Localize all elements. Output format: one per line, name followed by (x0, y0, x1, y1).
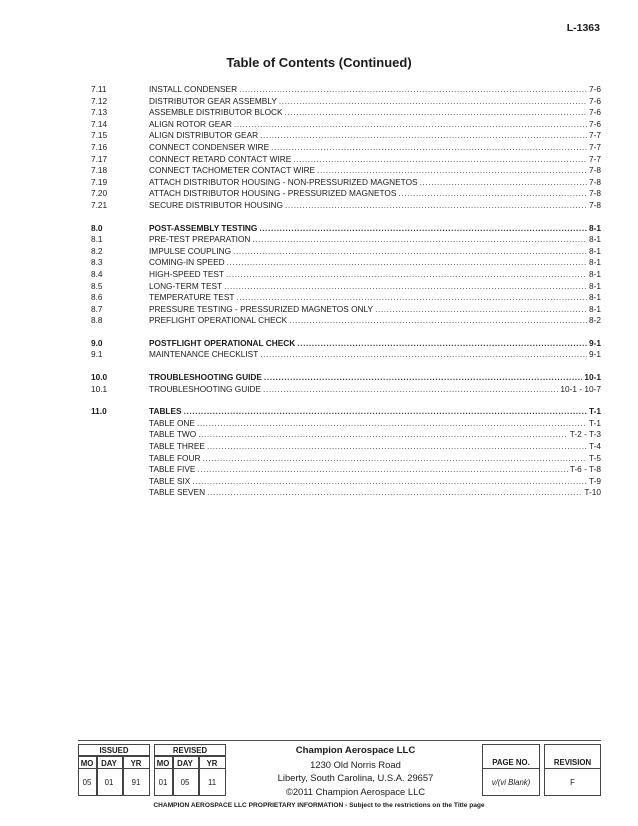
toc-title: SECURE DISTRIBUTOR HOUSING (149, 199, 283, 210)
toc-leader-dots (239, 84, 587, 96)
toc-title: PRE-TEST PREPARATION (149, 234, 251, 245)
toc-leader-dots (234, 119, 587, 131)
toc-page: 7-6 (589, 84, 601, 94)
issued-mo-header: MO (80, 759, 94, 768)
toc-row[interactable] (91, 476, 601, 488)
toc-title: TROUBLESHOOTING GUIDE (149, 372, 262, 383)
toc-section (91, 406, 601, 499)
toc-leader-dots (285, 107, 587, 119)
toc-row[interactable] (91, 177, 601, 189)
toc-row[interactable] (91, 84, 601, 96)
toc-row[interactable] (91, 384, 601, 396)
toc-leader-dots (197, 464, 567, 476)
toc-heading-row[interactable] (91, 406, 601, 418)
toc-number: 10.1 (91, 383, 108, 394)
toc-page: 7-8 (589, 165, 601, 176)
revised-label: REVISED (172, 746, 208, 755)
toc-leader-dots (260, 130, 587, 142)
toc-page: T-4 (589, 441, 601, 452)
toc-section (91, 338, 601, 361)
toc-page: 7-7 (589, 141, 601, 152)
toc-title: ATTACH DISTRIBUTOR HOUSING - NON-PRESSURIZED MAGNETOS (149, 176, 418, 187)
toc-title: HIGH-SPEED TEST (149, 268, 224, 279)
toc-leader-dots (264, 372, 582, 384)
toc-leader-dots (285, 200, 587, 212)
toc-leader-dots (252, 234, 587, 246)
toc-title: ALIGN ROTOR GEAR (149, 118, 232, 129)
toc-page: 8-1 (589, 303, 601, 314)
toc-row[interactable] (91, 304, 601, 316)
toc-leader-dots (289, 315, 587, 327)
toc-title: PRESSURE TESTING - PRESSURIZED MAGNETOS ONLY (149, 303, 374, 314)
toc-page: 7-8 (589, 176, 601, 187)
toc-row[interactable] (91, 96, 601, 108)
toc-title: TEMPERATURE TEST (149, 292, 235, 303)
toc-title: INSTALL CONDENSER (149, 84, 238, 94)
toc-leader-dots (260, 349, 587, 361)
toc-row[interactable] (91, 257, 601, 269)
toc-title: IMPULSE COUPLING (149, 245, 232, 256)
toc-number: 7.18 (91, 165, 108, 176)
toc-title: TABLE ONE (149, 417, 195, 428)
toc-heading-row[interactable] (91, 223, 601, 235)
doc-number: L-1363 (566, 22, 600, 34)
toc-leader-dots (184, 406, 587, 418)
toc-page: 8-1 (589, 234, 601, 245)
toc-heading-row[interactable] (91, 338, 601, 350)
toc-row[interactable] (91, 441, 601, 453)
toc-number: 8.1 (91, 234, 103, 245)
toc-leader-dots (207, 487, 582, 499)
toc-leader-dots (271, 142, 587, 154)
toc-number: 9.0 (91, 337, 103, 348)
toc-leader-dots (224, 281, 587, 293)
toc-leader-dots (398, 188, 587, 200)
toc-number: 10.0 (91, 372, 108, 383)
toc-leader-dots (192, 476, 587, 488)
toc-row[interactable] (91, 119, 601, 131)
toc-page: 8-2 (589, 315, 601, 326)
toc-title: MAINTENANCE CHECKLIST (149, 349, 259, 360)
issued-label: ISSUED (99, 746, 129, 755)
toc-row[interactable] (91, 464, 601, 476)
revised-mo: 01 (158, 778, 168, 787)
toc-leader-dots (279, 96, 587, 108)
proprietary-footnote: CHAMPION AEROSPACE LLC PROPRIETARY INFORMATION - Subject to the restrictions on the Title page (153, 802, 485, 809)
toc-title: TABLE THREE (149, 441, 205, 452)
toc-title: CONNECT TACHOMETER CONTACT WIRE (149, 165, 316, 176)
toc-leader-dots (227, 257, 587, 269)
toc-section (91, 372, 601, 395)
toc-page: 7-8 (589, 188, 601, 199)
page-title: Table of Contents (Continued) (226, 55, 412, 70)
toc-page: 8-1 (589, 222, 601, 233)
toc-page: 7-6 (589, 95, 601, 106)
footer (78, 744, 601, 796)
toc-leader-dots (202, 453, 587, 465)
toc-page: 9-1 (589, 337, 601, 348)
toc-title: POSTFLIGHT OPERATIONAL CHECK (149, 337, 296, 348)
toc-section (91, 84, 601, 212)
toc-title: TROUBLESHOOTING GUIDE (149, 383, 262, 394)
toc-number: 7.13 (91, 107, 108, 118)
toc-row[interactable] (91, 200, 601, 212)
toc-row[interactable] (91, 281, 601, 293)
toc-title: COMING-IN SPEED (149, 257, 225, 268)
toc-page: 10-1 - 10-7 (560, 383, 601, 394)
toc-page: 8-1 (589, 245, 601, 256)
toc-leader-dots (317, 165, 587, 177)
toc-number: 8.4 (91, 268, 103, 279)
toc-number: 11.0 (91, 406, 107, 417)
toc-title: POST-ASSEMBLY TESTING (149, 222, 258, 233)
toc-page: T-6 - T-8 (569, 464, 601, 475)
toc-row[interactable] (91, 349, 601, 361)
toc-number: 7.17 (91, 153, 108, 164)
toc-page: 7-6 (589, 107, 601, 118)
toc-number: 9.1 (91, 349, 103, 360)
page-no-value: v/(vi Blank) (491, 778, 531, 787)
table-of-contents (91, 84, 601, 510)
toc-page: T-10 (584, 487, 601, 498)
toc-title: TABLES (149, 406, 182, 417)
toc-title: LONG-TERM TEST (149, 280, 223, 291)
toc-number: 7.19 (91, 176, 108, 187)
toc-title: CONNECT RETARD CONTACT WIRE (149, 153, 292, 164)
toc-row[interactable] (91, 429, 601, 441)
toc-heading-row[interactable] (91, 372, 601, 384)
toc-page: 7-8 (589, 199, 601, 210)
toc-number: 7.20 (91, 188, 108, 199)
company-copyright: ©2011 Champion Aerospace LLC (285, 785, 426, 797)
toc-page: 9-1 (589, 349, 601, 360)
toc-leader-dots (293, 154, 587, 166)
toc-leader-dots (226, 269, 587, 281)
toc-row[interactable] (91, 292, 601, 304)
toc-number: 7.15 (91, 130, 108, 141)
toc-page: 8-1 (589, 280, 601, 291)
toc-title: ASSEMBLE DISTRIBUTOR BLOCK (149, 107, 283, 118)
toc-page: 8-1 (589, 292, 601, 303)
revised-yr-header: YR (206, 759, 218, 768)
toc-page: 7-7 (589, 130, 601, 141)
footer-rule (78, 740, 601, 741)
toc-page: T-5 (589, 452, 601, 463)
toc-number: 8.3 (91, 257, 103, 268)
toc-number: 7.11 (91, 84, 107, 94)
company-info (238, 744, 473, 798)
toc-row[interactable] (91, 154, 601, 166)
toc-number: 8.7 (91, 303, 103, 314)
toc-number: 8.6 (91, 292, 103, 303)
toc-number: 7.14 (91, 118, 108, 129)
toc-row[interactable] (91, 188, 601, 200)
revision-value: F (570, 778, 575, 787)
toc-number: 7.21 (91, 199, 108, 210)
toc-page: 10-1 (584, 372, 601, 383)
toc-leader-dots (236, 292, 587, 304)
toc-section (91, 223, 601, 327)
toc-row[interactable] (91, 165, 601, 177)
company-name: Champion Aerospace LLC (295, 745, 416, 756)
toc-title: DISTRIBUTOR GEAR ASSEMBLY (149, 95, 277, 106)
toc-title: TABLE FOUR (149, 452, 201, 463)
issued-yr-header: YR (130, 759, 142, 768)
toc-title: ALIGN DISTRIBUTOR GEAR (149, 130, 259, 141)
toc-leader-dots (375, 304, 587, 316)
toc-leader-dots (197, 418, 587, 430)
issued-mo: 05 (82, 778, 92, 787)
toc-leader-dots (207, 441, 587, 453)
toc-row[interactable] (91, 487, 601, 499)
toc-page: T-1 (589, 406, 601, 417)
toc-number: 7.16 (91, 141, 108, 152)
toc-row[interactable] (91, 453, 601, 465)
toc-row[interactable] (91, 269, 601, 281)
revised-day-header: DAY (177, 759, 193, 768)
toc-title: TABLE SIX (149, 475, 191, 486)
toc-number: 8.2 (91, 245, 103, 256)
issued-day: 01 (104, 778, 114, 787)
toc-number: 7.12 (91, 95, 108, 106)
page-no-label: PAGE NO. (492, 758, 530, 767)
toc-number: 8.8 (91, 315, 103, 326)
toc-page: T-1 (589, 417, 601, 428)
toc-row[interactable] (91, 130, 601, 142)
toc-leader-dots (233, 246, 587, 258)
toc-title: TABLE SEVEN (149, 487, 206, 498)
toc-page: 7-7 (589, 153, 601, 164)
toc-leader-dots (420, 177, 587, 189)
toc-page: T-2 - T-3 (569, 429, 601, 440)
issued-day-header: DAY (101, 759, 117, 768)
issued-yr: 91 (131, 778, 141, 787)
toc-page: 8-1 (589, 268, 601, 279)
toc-title: CONNECT CONDENSER WIRE (149, 141, 270, 152)
revision-label: REVISION (553, 758, 592, 767)
revised-yr: 11 (207, 778, 217, 787)
toc-row[interactable] (91, 234, 601, 246)
toc-row[interactable] (91, 315, 601, 327)
toc-page: T-9 (589, 475, 601, 486)
toc-number: 8.5 (91, 280, 103, 291)
toc-title: PREFLIGHT OPERATIONAL CHECK (149, 315, 288, 326)
toc-page: 7-6 (589, 118, 601, 129)
company-address-2: Liberty, South Carolina, U.S.A. 29657 (277, 772, 434, 784)
revised-day: 05 (180, 778, 190, 787)
toc-leader-dots (263, 384, 558, 396)
toc-leader-dots (198, 429, 568, 441)
toc-row[interactable] (91, 246, 601, 258)
toc-title: TABLE TWO (149, 429, 197, 440)
toc-leader-dots (259, 223, 587, 235)
toc-number: 8.0 (91, 222, 103, 233)
revised-mo-header: MO (156, 759, 170, 768)
toc-row[interactable] (91, 142, 601, 154)
toc-title: TABLE FIVE (149, 464, 196, 475)
company-address-1: 1230 Old Norris Road (310, 758, 401, 770)
toc-page: 8-1 (589, 257, 601, 268)
toc-row[interactable] (91, 107, 601, 119)
toc-title: ATTACH DISTRIBUTOR HOUSING - PRESSURIZED MAGNETOS (149, 188, 397, 199)
toc-row[interactable] (91, 418, 601, 430)
toc-leader-dots (297, 338, 587, 350)
